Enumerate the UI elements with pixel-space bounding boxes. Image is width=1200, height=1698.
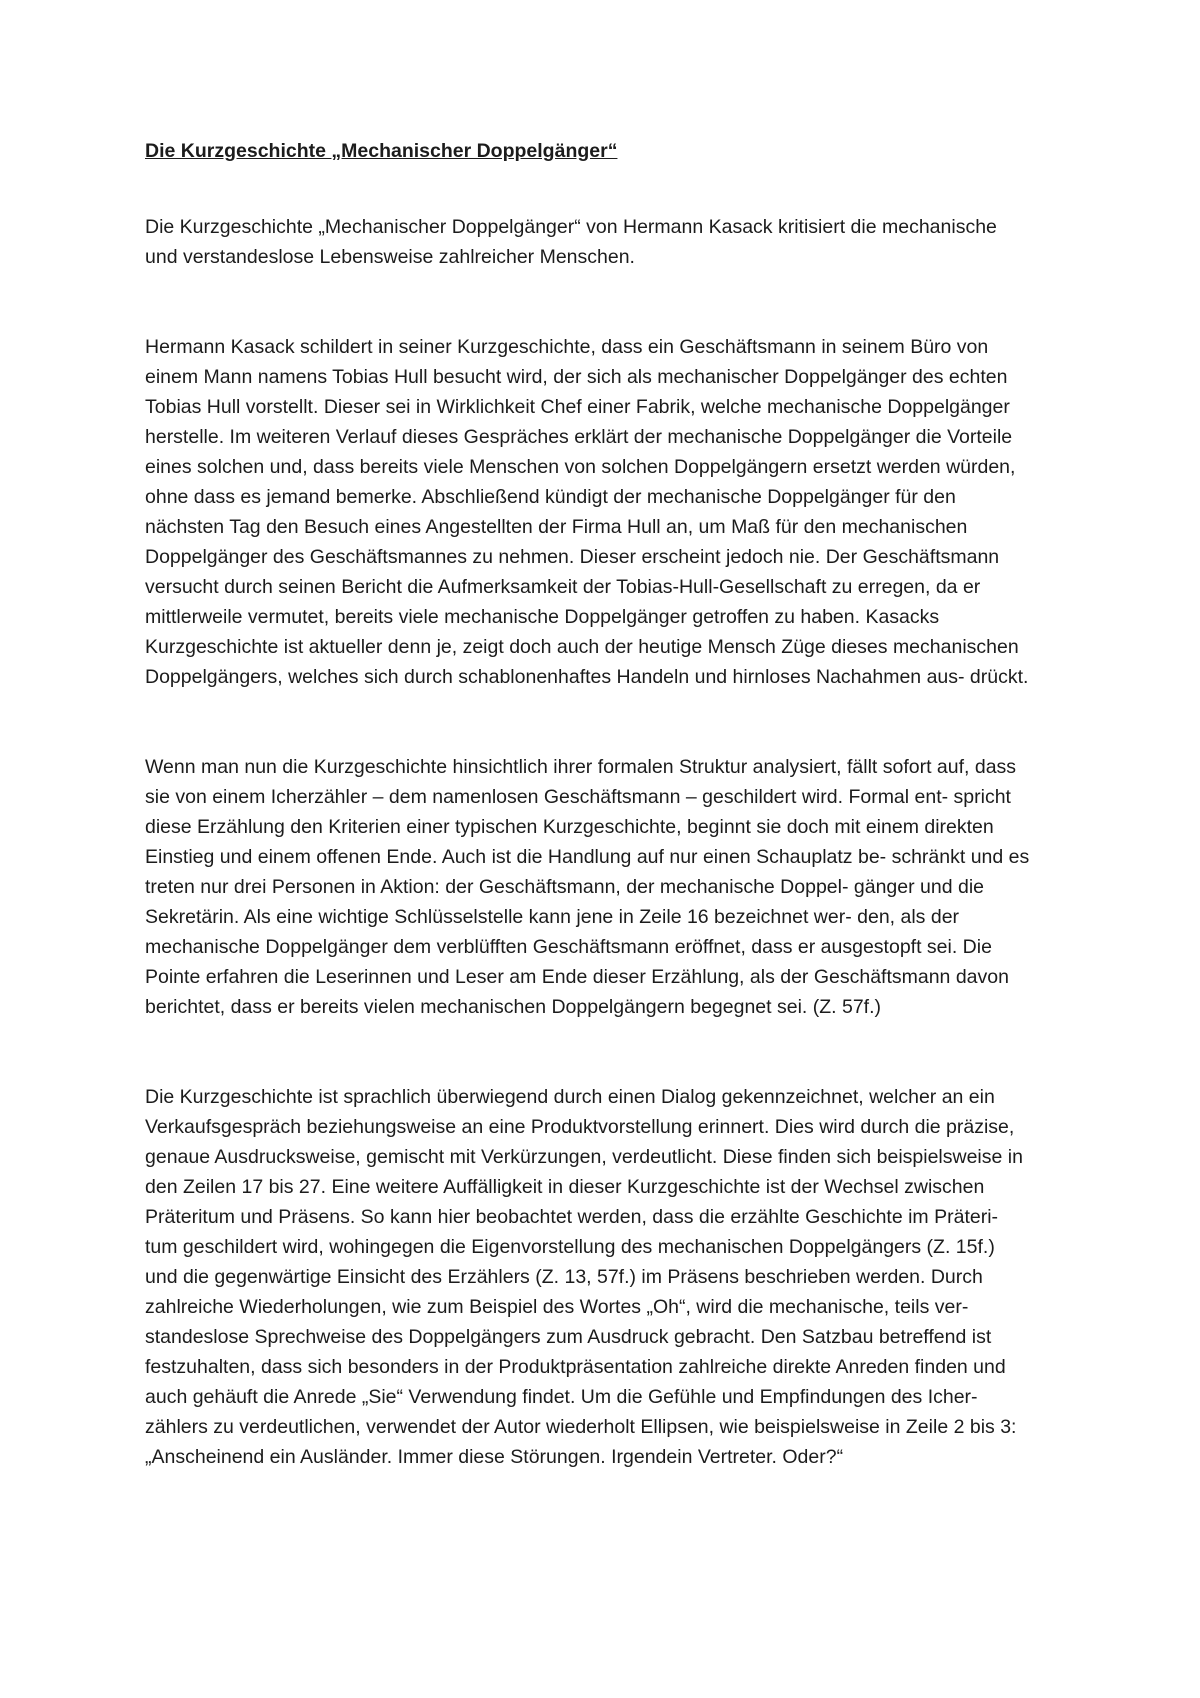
text-line: einem Mann namens Tobias Hull besucht wird, der sich als mechanischer Doppelgänger des echten: [145, 366, 1008, 388]
text-line: eines solchen und, dass bereits viele Menschen von solchen Doppelgängern ersetzt werden würden,: [145, 456, 1016, 478]
text-line: Tobias Hull vorstellt. Dieser sei in Wirklichkeit Chef einer Fabrik, welche mechanische Doppelgänger: [145, 396, 1010, 418]
text-line: sie von einem Icherzähler – dem namenlosen Geschäftsmann – geschildert wird. Formal ent- spricht: [145, 786, 1011, 808]
text-line: Verkaufsgespräch beziehungsweise an eine Produktvorstellung erinnert. Dies wird durch die präzise,: [145, 1116, 1015, 1138]
paragraph-formal-structure: [145, 752, 1070, 1022]
paragraph-language-analysis: [145, 1082, 1070, 1472]
text-line: treten nur drei Personen in Aktion: der Geschäftsmann, der mechanische Doppel- gänger und die: [145, 876, 984, 898]
text-line: herstelle. Im weiteren Verlauf dieses Gespräches erklärt der mechanische Doppelgänger die Vorteile: [145, 426, 1013, 448]
text-line: zählers zu verdeutlichen, verwendet der Autor wiederholt Ellipsen, wie beispielsweise in Zeile 2 bis 3:: [145, 1416, 1017, 1438]
text-line: Sekretärin. Als eine wichtige Schlüsselstelle kann jene in Zeile 16 bezeichnet wer- den, als der: [145, 906, 960, 928]
text-line: mechanische Doppelgänger dem verblüfften Geschäftsmann eröffnet, dass er ausgestopft sei. Die: [145, 936, 992, 958]
text-line: tum geschildert wird, wohingegen die Eigenvorstellung des mechanischen Doppelgängers (Z. 15f.): [145, 1236, 995, 1258]
text-line: und die gegenwärtige Einsicht des Erzählers (Z. 13, 57f.) im Präsens beschrieben werden. Durch: [145, 1266, 983, 1288]
text-line: „Anscheinend ein Ausländer. Immer diese Störungen. Irgendein Vertreter. Oder?“: [145, 1446, 844, 1468]
text-line: zahlreiche Wiederholungen, wie zum Beispiel des Wortes „Oh“, wird die mechanische, teils ver-: [145, 1296, 969, 1318]
text-line: versucht durch seinen Bericht die Aufmerksamkeit der Tobias-Hull-Gesellschaft zu erregen, da er: [145, 576, 981, 598]
text-line: mittlerweile vermutet, bereits viele mechanische Doppelgänger getroffen zu haben. Kasacks: [145, 606, 940, 628]
text-line: auch gehäuft die Anrede „Sie“ Verwendung findet. Um die Gefühle und Empfindungen des Icher-: [145, 1386, 978, 1408]
text-line: Präteritum und Präsens. So kann hier beobachtet werden, dass die erzählte Geschichte im Präteri-: [145, 1206, 999, 1228]
document-body: [145, 136, 1070, 1472]
paragraph-content-summary: [145, 332, 1070, 692]
text-line: nächsten Tag den Besuch eines Angestellten der Firma Hull an, um Maß für den mechanischen: [145, 516, 968, 538]
document-title: Die Kurzgeschichte „Mechanischer Doppelgänger“: [145, 140, 618, 162]
text-line: Pointe erfahren die Leserinnen und Leser am Ende dieser Erzählung, als der Geschäftsmann davon: [145, 966, 1009, 988]
text-line: Die Kurzgeschichte „Mechanischer Doppelgänger“ von Hermann Kasack kritisiert die mechanische: [145, 216, 997, 238]
text-line: Doppelgänger des Geschäftsmannes zu nehmen. Dieser erscheint jedoch nie. Der Geschäftsmann: [145, 546, 1000, 568]
text-line: ohne dass es jemand bemerke. Abschließend kündigt der mechanische Doppelgänger für den: [145, 486, 956, 508]
text-line: diese Erzählung den Kriterien einer typischen Kurzgeschichte, beginnt sie doch mit einem direkten: [145, 816, 994, 838]
text-line: Wenn man nun die Kurzgeschichte hinsichtlich ihrer formalen Struktur analysiert, fällt sofort auf, dass: [145, 756, 1017, 778]
text-line: und verstandeslose Lebensweise zahlreicher Menschen.: [145, 246, 635, 268]
text-line: Kurzgeschichte ist aktueller denn je, zeigt doch auch der heutige Mensch Züge dieses mechanischen: [145, 636, 1019, 658]
text-line: den Zeilen 17 bis 27. Eine weitere Auffälligkeit in dieser Kurzgeschichte ist der Wechsel zwischen: [145, 1176, 985, 1198]
text-line: Doppelgängers, welches sich durch schablonenhaftes Handeln und hirnloses Nachahmen aus- drückt.: [145, 666, 1029, 688]
text-line: Einstieg und einem offenen Ende. Auch ist die Handlung auf nur einen Schauplatz be- schränkt und es: [145, 846, 1030, 868]
text-line: Die Kurzgeschichte ist sprachlich überwiegend durch einen Dialog gekennzeichnet, welcher an ein: [145, 1086, 995, 1108]
text-line: Hermann Kasack schildert in seiner Kurzgeschichte, dass ein Geschäftsmann in seinem Büro von: [145, 336, 989, 358]
text-line: standeslose Sprechweise des Doppelgängers zum Ausdruck gebracht. Den Satzbau betreffend ist: [145, 1326, 992, 1348]
text-line: berichtet, dass er bereits vielen mechanischen Doppelgängern begegnet sei. (Z. 57f.): [145, 996, 882, 1018]
text-line: genaue Ausdrucksweise, gemischt mit Verkürzungen, verdeutlicht. Diese finden sich beispielsweise in: [145, 1146, 1023, 1168]
paragraph-summary-intro: [145, 212, 1070, 272]
text-line: festzuhalten, dass sich besonders in der Produktpräsentation zahlreiche direkte Anreden finden und: [145, 1356, 1006, 1378]
